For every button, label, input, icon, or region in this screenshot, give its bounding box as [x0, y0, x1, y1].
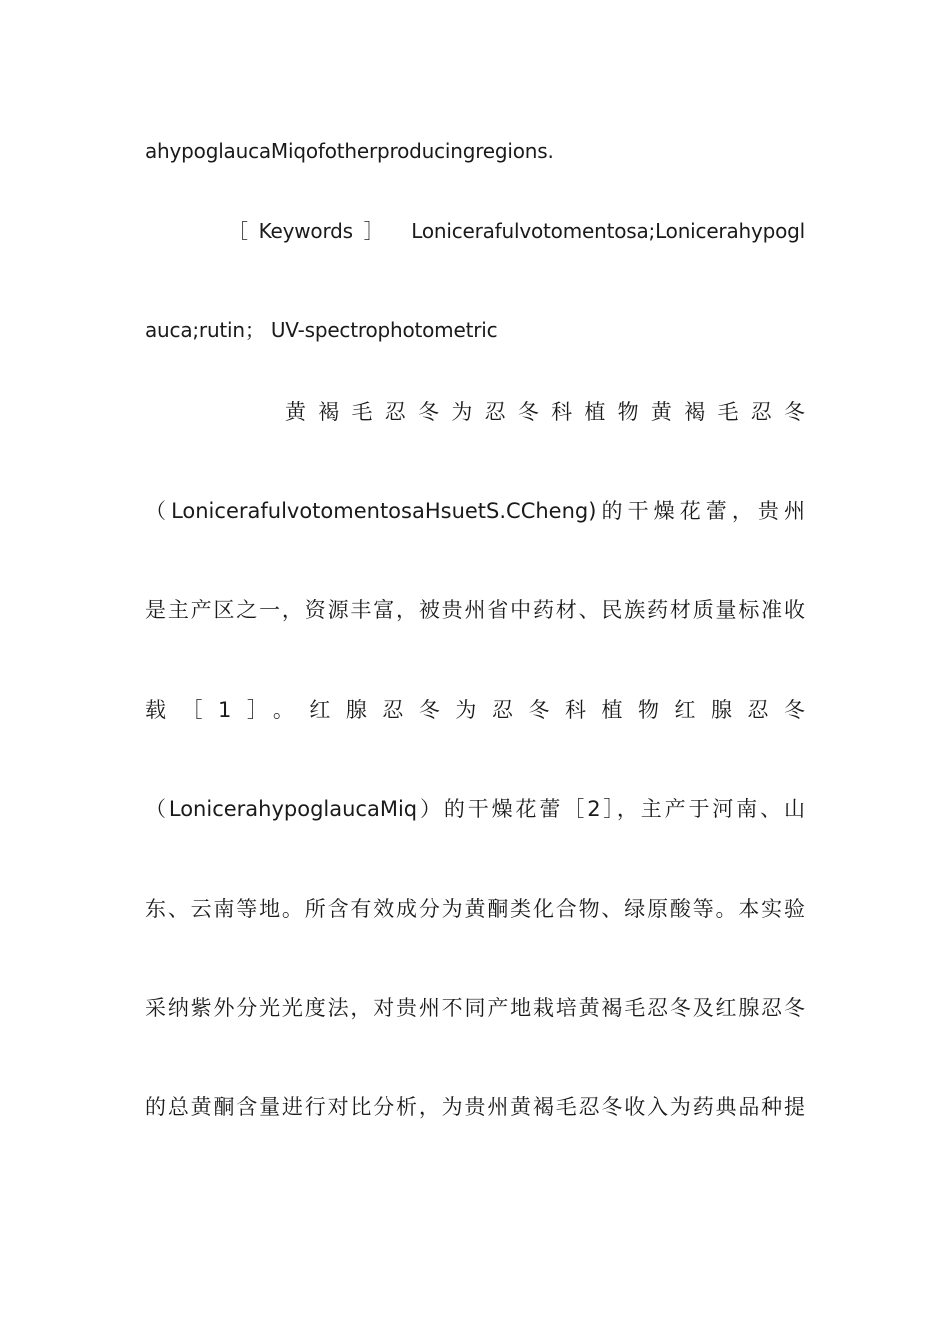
- body-paragraph-line-3: 是主产区之一，资源丰富，被贵州省中药材、民族药材质量标准收: [145, 598, 805, 622]
- keywords-line-2: auca;rutin； UV-spectrophotometric: [145, 318, 498, 342]
- body-paragraph-line-2: （LonicerafulvotomentosaHsuetS.CCheng)的干燥花蕾，贵州: [145, 499, 805, 523]
- keywords-line-1: ［Keywords］ Lonicerafulvotomentosa;Lonicerahypogl: [228, 219, 805, 243]
- body-paragraph-line-4: 载［1］。红腺忍冬为忍冬科植物红腺忍冬: [145, 698, 805, 722]
- abstract-line-1: ahypoglaucaMiqofotherproducingregions.: [145, 139, 554, 163]
- body-paragraph-line-7: 采纳紫外分光光度法，对贵州不同产地栽培黄褐毛忍冬及红腺忍冬: [145, 996, 805, 1020]
- body-paragraph-line-6: 东、云南等地。所含有效成分为黄酮类化合物、绿原酸等。本实验: [145, 897, 805, 921]
- body-paragraph-line-1: 黄褐毛忍冬为忍冬科植物黄褐毛忍冬: [285, 400, 805, 424]
- body-paragraph-line-5: （LonicerahypoglaucaMiq）的干燥花蕾［2］，主产于河南、山: [145, 797, 805, 821]
- body-paragraph-line-8: 的总黄酮含量进行对比分析，为贵州黄褐毛忍冬收入为药典品种提: [145, 1095, 805, 1119]
